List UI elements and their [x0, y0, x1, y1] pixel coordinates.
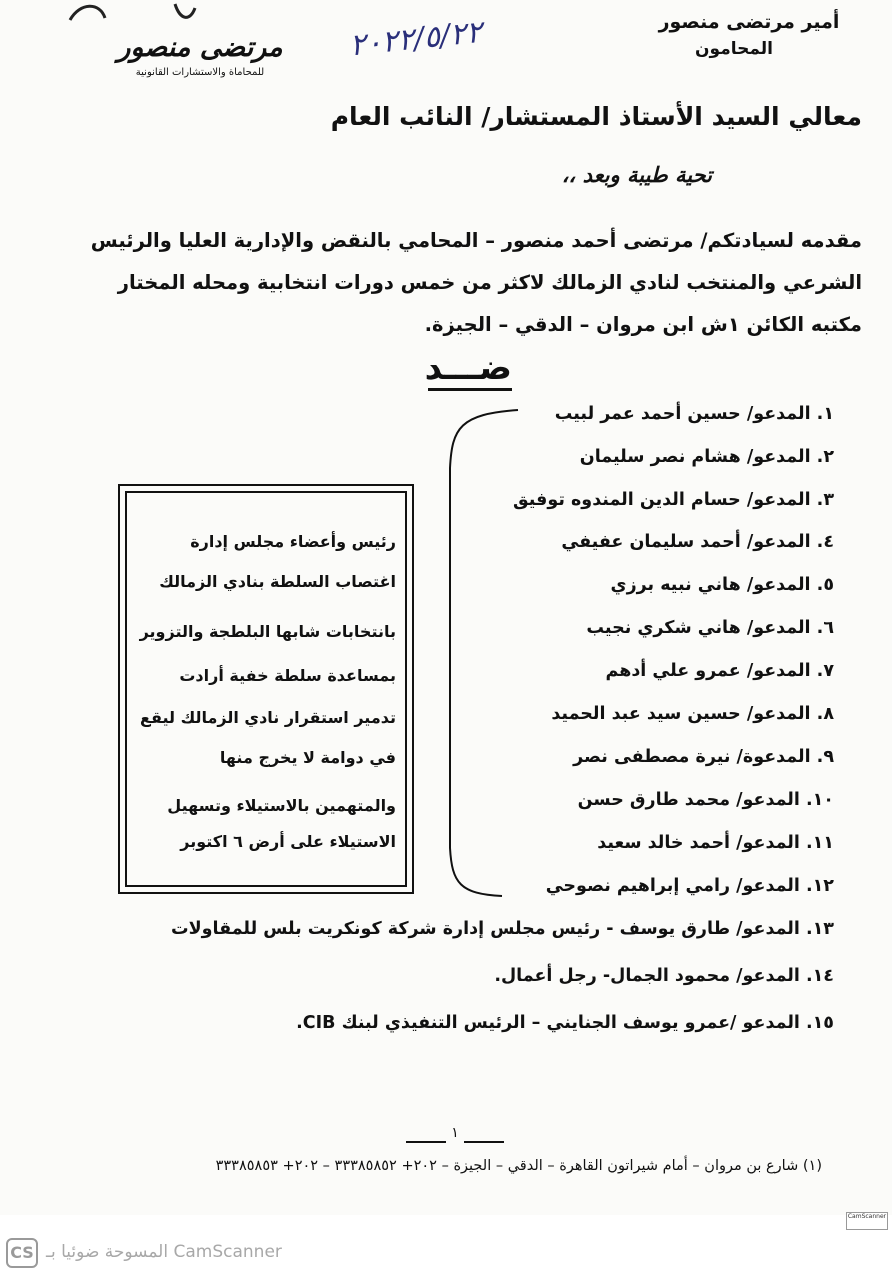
defendant-item: ٨. المدعو/ حسين سيد عبد الحميد	[551, 704, 834, 724]
page-number-value: ١	[451, 1125, 459, 1141]
defendant-item: ٧. المدعو/ عمرو علي أدهم	[605, 661, 834, 681]
page-number	[400, 1125, 510, 1145]
accusation-box	[118, 484, 414, 894]
defendant-item: ١٢. المدعو/ رامي إبراهيم نصوحي	[545, 876, 834, 896]
grouping-brace	[440, 408, 520, 898]
defendant-item: ١٠. المدعو/ محمد طارق حسن	[577, 790, 834, 810]
defendant-item: ٤. المدعو/ أحمد سليمان عفيفي	[561, 532, 834, 552]
box-line: والمتهمين بالاستيلاء وتسهيل	[167, 796, 396, 815]
defendant-item: ١٥. المدعو /عمرو يوسف الجنايني – الرئيس التنفيذي لبنك CIB.	[296, 1013, 834, 1033]
defendant-item: ٦. المدعو/ هاني شكري نجيب	[586, 618, 834, 638]
defendant-item: ٣. المدعو/ حسام الدين المندوه توفيق	[512, 490, 834, 510]
watermark-text: المسوحة ضوئيا بـ CamScanner	[46, 1242, 282, 1262]
defendant-item: ٩. المدعوة/ نيرة مصطفى نصر	[573, 747, 834, 767]
defendant-item: ٥. المدعو/ هاني نبيه برزي	[610, 575, 834, 595]
box-line: اغتصاب السلطة بنادي الزمالك	[159, 572, 396, 591]
camscanner-logo-icon: CS	[6, 1238, 38, 1268]
box-line: بانتخابات شابها البلطجة والتزوير	[139, 622, 396, 641]
greeting: تحية طيبة وبعد ،،	[561, 162, 712, 187]
defendant-item: ٢. المدعو/ هشام نصر سليمان	[579, 447, 834, 467]
defendant-item: ١١. المدعو/ أحمد خالد سعيد	[597, 833, 834, 853]
page-number-rule-right	[464, 1141, 504, 1143]
handwritten-date: ٢٠٢٢/٥/٢٢	[347, 14, 484, 64]
intro-line: مكتبه الكائن ١ش ابن مروان – الدقي – الجيزة.	[424, 313, 862, 336]
against-heading: ضـــد	[424, 348, 512, 388]
lawyer-name: أمير مرتضى منصور	[658, 11, 840, 33]
box-line: بمساعدة سلطة خفية أرادت	[179, 666, 396, 685]
box-line: في دوامة لا يخرج منها	[219, 748, 396, 767]
box-line: رئيس وأعضاء مجلس إدارة	[190, 532, 396, 551]
footer-address: (١) شارع بن مروان – أمام شيراتون القاهرة – الدقي – الجيزة – ٢٠٢+ ٣٣٣٨٥٨٥٢ – ٢٠٢+ ٣٣٣٨٥٨٥٣	[215, 1158, 822, 1174]
scanner-badge: CamScanner	[846, 1212, 888, 1230]
intro-line: مقدمه لسيادتكم/ مرتضى أحمد منصور – المحامي بالنقض والإدارية العليا والرئيس	[90, 229, 862, 252]
box-line: الاستيلاء على أرض ٦ اكتوبر	[180, 832, 396, 851]
handwritten-mark	[60, 0, 200, 30]
box-line: تدمير استقرار نادي الزمالك ليقع	[140, 708, 396, 727]
against-underline	[428, 388, 512, 391]
intro-line: الشرعي والمنتخب لنادي الزمالك لاكثر من خمس دورات انتخابية ومحله المختار	[117, 271, 862, 294]
defendant-item: ١٤. المدعو/ محمود الجمال- رجل أعمال.	[494, 966, 834, 986]
logo-name: مرتضى منصور	[117, 32, 283, 63]
camscanner-watermark	[6, 1238, 326, 1270]
page-number-rule-left	[406, 1141, 446, 1143]
lawyer-role: المحامون	[695, 39, 773, 59]
defendant-item: ١٣. المدعو/ طارق يوسف - رئيس مجلس إدارة شركة كونكريت بلس للمقاولات	[171, 919, 834, 939]
addressee: معالي السيد الأستاذ المستشار/ النائب العام	[330, 102, 862, 131]
letterhead-right	[634, 8, 864, 62]
intro-paragraph	[22, 220, 862, 346]
firm-logo	[90, 30, 310, 100]
defendant-item: ١. المدعو/ حسين أحمد عمر لبيب	[554, 404, 834, 424]
logo-tagline: للمحاماة والاستشارات القانونية	[135, 67, 265, 78]
